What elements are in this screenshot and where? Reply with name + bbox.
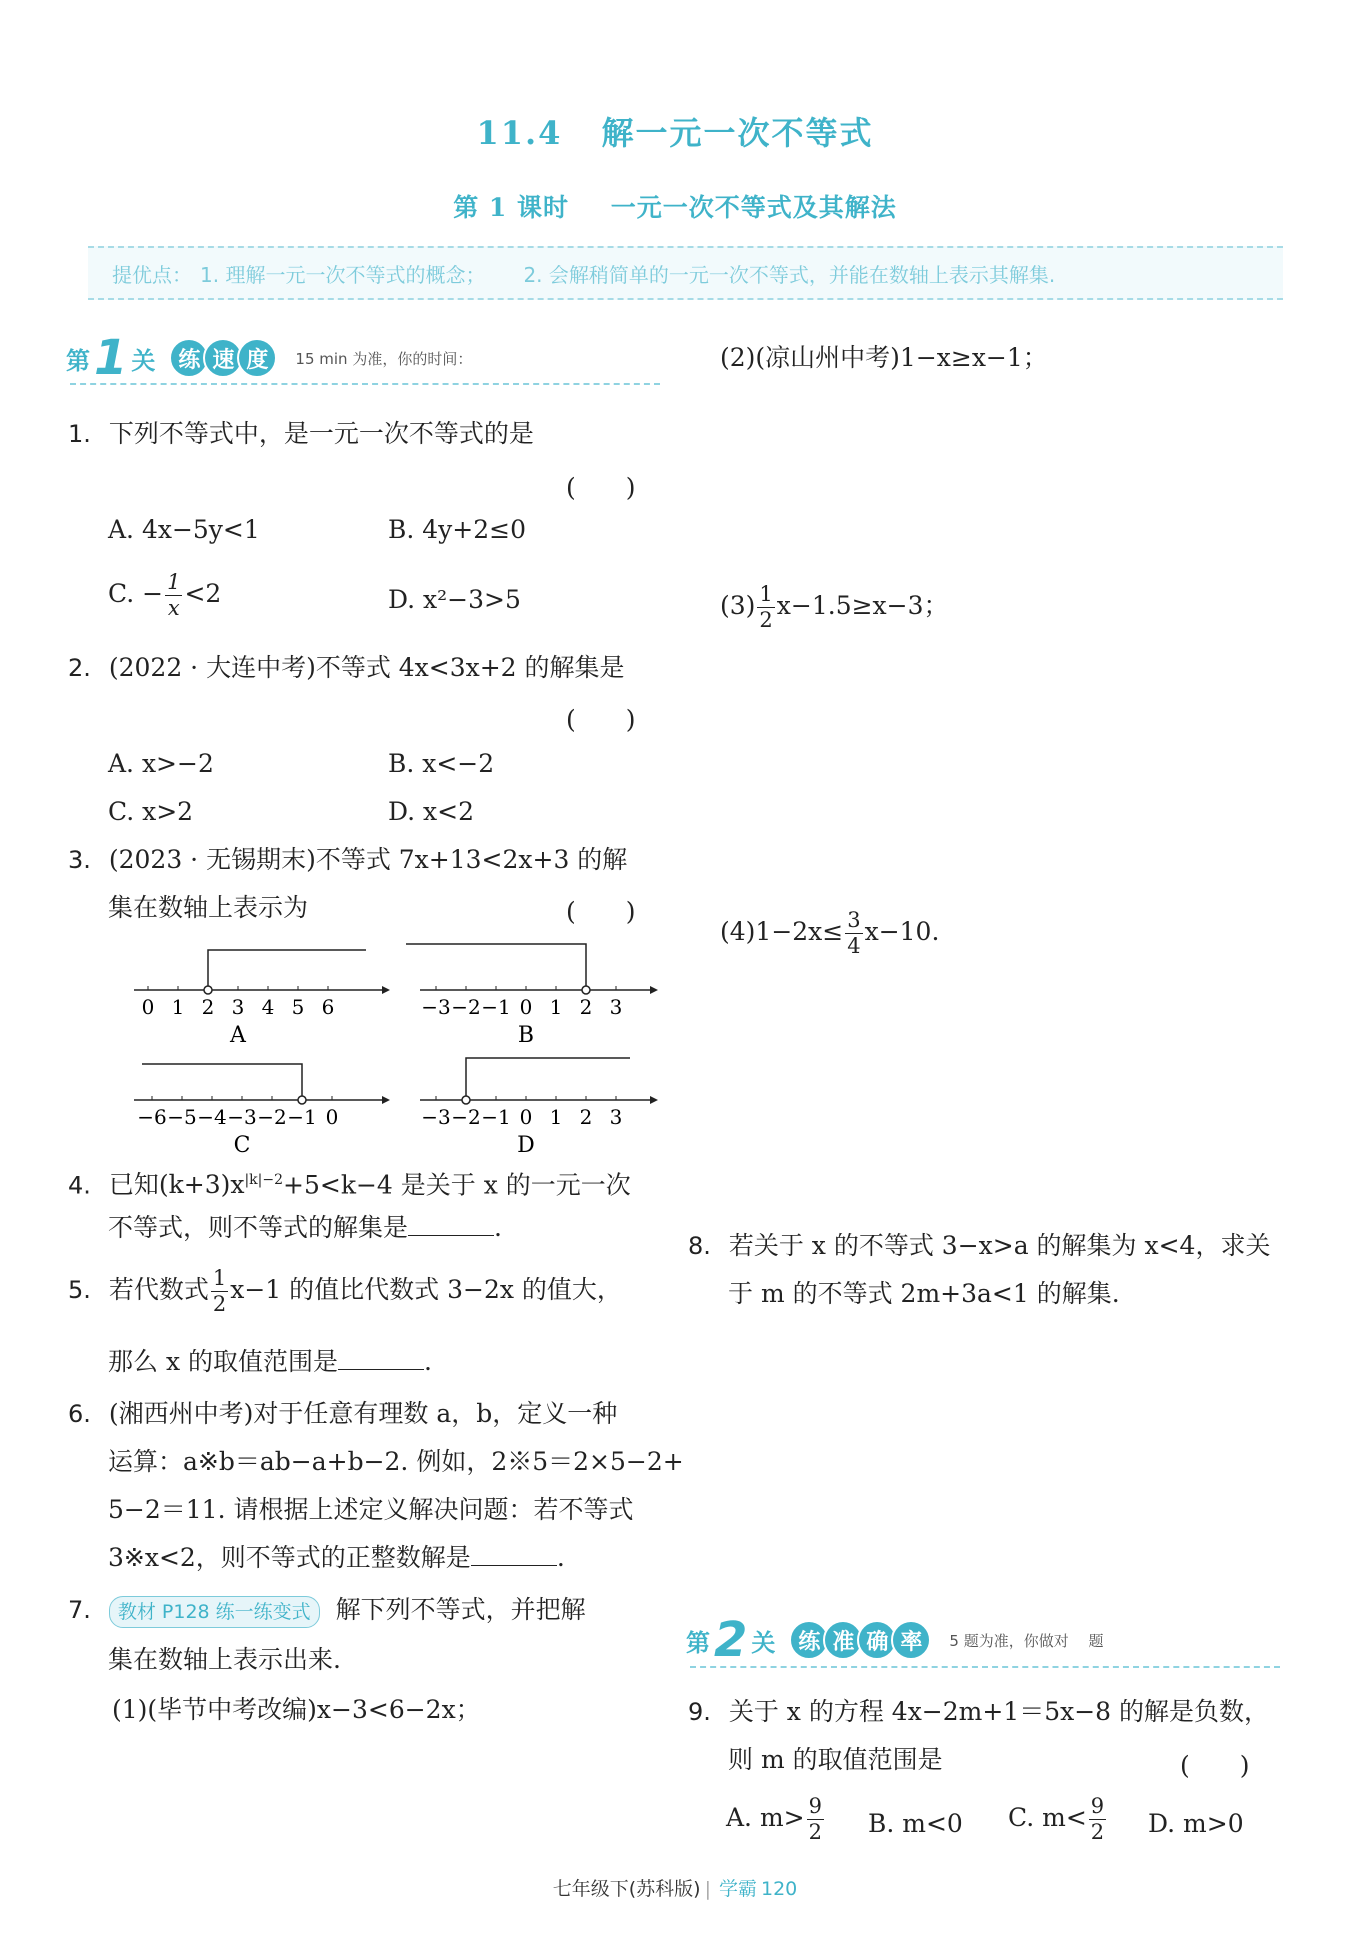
a-tick-2: 2 — [201, 995, 215, 1019]
question-6-number: 6. — [68, 1400, 91, 1428]
objective-2: 2. 会解稍简单的一元一次不等式，并能在数轴上表示其解集. — [523, 262, 1056, 287]
question-1-number: 1. — [68, 420, 91, 448]
question-4-text-1: 已知(k+3)x — [108, 1170, 245, 1200]
question-4 — [68, 1156, 631, 1209]
number-line-a-label: A — [230, 1023, 246, 1048]
q9-option-c-fraction — [1089, 1796, 1106, 1843]
question-4-end: . — [494, 1213, 502, 1242]
q9-option-c — [1008, 1794, 1108, 1843]
stage-2-header — [686, 1612, 1104, 1668]
b-tick-2: −1 — [481, 995, 511, 1019]
answer-blank-6[interactable] — [471, 1542, 557, 1566]
question-6-text-2: 运算：a※b＝ab−a+b−2. 例如，2※5＝2×5−2+ — [108, 1447, 684, 1476]
q9-a-numerator: 9 — [808, 1794, 822, 1818]
q9-option-c-prefix: C. m< — [1008, 1803, 1087, 1832]
q1-c-denominator: x — [167, 596, 180, 620]
stage-1-char-2: 速 — [203, 338, 243, 378]
question-7-number: 7. — [68, 1596, 91, 1624]
q9-option-a-prefix: A. m> — [726, 1803, 805, 1832]
stage-1-underline — [70, 383, 660, 385]
d-tick-6: 3 — [609, 1105, 623, 1129]
stage-2-char-3: 确 — [857, 1620, 897, 1660]
number-line-b — [406, 944, 658, 1048]
b-tick-0: −3 — [421, 995, 451, 1019]
q2-option-c: C. x>2 — [108, 797, 194, 826]
question-5-text-2: 那么 x 的取值范围是 — [108, 1347, 338, 1376]
d-tick-5: 2 — [579, 1105, 593, 1129]
question-7-sub-3 — [720, 582, 949, 631]
question-2 — [68, 644, 625, 692]
a-tick-0: 0 — [141, 995, 155, 1019]
section-title — [20, 108, 1330, 154]
question-4-text-2: 不等式，则不等式的解集是 — [108, 1213, 409, 1242]
stage-2-number: 2 — [714, 1612, 748, 1668]
b-tick-4: 1 — [549, 995, 563, 1019]
c-tick-2: −4 — [197, 1105, 227, 1129]
q7-sub-3-numerator: 1 — [759, 582, 773, 606]
b-tick-5: 2 — [579, 995, 593, 1019]
question-9-text-2: 则 m 的取值范围是 — [728, 1745, 943, 1774]
c-tick-0: −6 — [137, 1105, 167, 1129]
c-tick-3: −3 — [227, 1105, 257, 1129]
question-5-end: . — [424, 1347, 432, 1376]
q9-c-denominator: 2 — [1090, 1820, 1105, 1844]
stage-2-note: 5 题为准，你做对 题 — [949, 1631, 1104, 1650]
q7-sub-4-numerator: 3 — [847, 908, 861, 932]
d-tick-4: 1 — [549, 1105, 563, 1129]
question-7-sub-2: (2)(凉山州中考)1−x≥x−1； — [720, 343, 1048, 372]
question-7-sub-1: (1)(毕节中考改编)x−3<6−2x； — [112, 1695, 481, 1724]
page-number: 120 — [760, 1878, 798, 1900]
question-6 — [68, 1390, 617, 1438]
question-5-text-1b: x−1 的值比代数式 3−2x 的值大， — [230, 1275, 622, 1304]
stage-1-di: 第 — [66, 346, 90, 375]
stage-2-underline — [690, 1666, 1280, 1668]
question-9-text-1: 关于 x 的方程 4x−2m+1＝5x−8 的解是负数， — [728, 1697, 1270, 1726]
q7-sub-4-prefix: (4)1−2x≤ — [720, 917, 844, 946]
a-tick-5: 5 — [291, 995, 305, 1019]
question-5 — [68, 1266, 622, 1315]
stage-1-number: 1 — [94, 330, 128, 386]
q9-a-denominator: 2 — [808, 1820, 822, 1844]
question-7-sub-4 — [720, 908, 939, 957]
page-footer: 七年级下(苏科版) | 学霸 120 — [552, 1878, 798, 1900]
q9-c-numerator: 9 — [1090, 1794, 1105, 1818]
stage-2-guan: 关 — [751, 1628, 776, 1657]
q1-option-c — [108, 570, 221, 619]
answer-paren-1[interactable]: ( ) — [566, 473, 636, 502]
lesson-number: 第 1 课时 — [453, 193, 570, 222]
question-5-fraction — [211, 1268, 228, 1315]
number-line-d — [420, 1058, 658, 1156]
stage-1-header — [66, 330, 473, 386]
footer-grade: 七年级下(苏科版) — [552, 1878, 701, 1900]
q1-option-a: A. 4x−5y<1 — [108, 515, 260, 544]
question-3 — [68, 836, 627, 884]
question-9 — [688, 1688, 1269, 1736]
c-tick-1: −5 — [167, 1105, 197, 1129]
lesson-title-text: 一元一次不等式及其解法 — [610, 193, 897, 222]
question-1 — [68, 410, 534, 458]
answer-paren-2[interactable]: ( ) — [566, 705, 636, 734]
textbook-reference-tag: 教材 P128 练一练变式 — [109, 1596, 320, 1628]
stage-2-di: 第 — [686, 1628, 710, 1657]
question-8-text-1: 若关于 x 的不等式 3−x>a 的解集为 x<4，求关 — [728, 1231, 1271, 1260]
q1-option-c-fraction — [165, 572, 182, 619]
d-tick-1: −2 — [451, 1105, 481, 1129]
q1-option-c-prefix: C. − — [108, 579, 164, 608]
question-4-number: 4. — [68, 1171, 91, 1200]
number-line-b-label: B — [517, 1023, 535, 1048]
number-line-c-label: C — [233, 1133, 251, 1156]
a-tick-4: 4 — [261, 995, 275, 1019]
number-line-c — [134, 1064, 390, 1156]
q1-option-d: D. x²−3>5 — [388, 585, 521, 614]
stage-1-note: 15 min 为准，你的时间： — [295, 349, 473, 368]
question-1-text: 下列不等式中，是一元一次不等式的是 — [108, 419, 534, 448]
question-3-text-1: (2023 · 无锡期末)不等式 7x+13<2x+3 的解 — [108, 845, 628, 874]
question-7-text-1: 解下列不等式，并把解 — [335, 1595, 586, 1624]
question-8-number: 8. — [688, 1232, 711, 1260]
number-line-options — [130, 936, 670, 1156]
number-line-d-label: D — [517, 1133, 535, 1156]
objectives-box — [88, 246, 1283, 300]
question-7-text-2: 集在数轴上表示出来. — [108, 1645, 341, 1674]
objective-1: 1. 理解一元一次不等式的概念； — [200, 262, 486, 287]
d-tick-0: −3 — [421, 1105, 451, 1129]
q9-option-a-fraction — [807, 1796, 824, 1843]
question-6-text-4: 3※x<2，则不等式的正整数解是 — [108, 1543, 471, 1572]
question-5-text-1a: 若代数式 — [108, 1275, 209, 1304]
question-6-text-3: 5−2＝11. 请根据上述定义解决问题：若不等式 — [108, 1495, 634, 1524]
q5-denominator: 2 — [212, 1292, 227, 1316]
q1-option-b: B. 4y+2≤0 — [388, 515, 527, 544]
number-line-a — [134, 950, 390, 1048]
question-7 — [68, 1586, 586, 1634]
objectives-label: 提优点： — [112, 262, 192, 287]
section-title-text: 解一元一次不等式 — [601, 114, 874, 152]
d-tick-3: 0 — [519, 1105, 533, 1129]
question-2-number: 2. — [68, 654, 91, 682]
footer-brand: 学霸 — [718, 1878, 757, 1900]
question-8-text-2: 于 m 的不等式 2m+3a<1 的解集. — [728, 1279, 1120, 1308]
stage-2-char-1: 练 — [789, 1620, 829, 1660]
stage-1-char-1: 练 — [169, 338, 209, 378]
q1-option-c-suffix: <2 — [184, 579, 222, 608]
question-4-text-1b: +5<k−4 是关于 x 的一元一次 — [283, 1170, 631, 1200]
q9-option-a — [726, 1794, 826, 1843]
c-tick-6: 0 — [325, 1105, 339, 1129]
a-tick-1: 1 — [171, 995, 185, 1019]
q5-numerator: 1 — [212, 1266, 227, 1290]
question-3-text-2: 集在数轴上表示为 — [108, 893, 309, 922]
question-4-line-2 — [108, 1204, 502, 1252]
q7-sub-4-fraction — [845, 910, 862, 957]
stage-1-char-3: 度 — [237, 338, 277, 378]
q2-option-d: D. x<2 — [388, 797, 474, 826]
stage-2-char-4: 率 — [891, 1620, 931, 1660]
question-6-line-4 — [108, 1534, 565, 1582]
q7-sub-3-denominator: 2 — [759, 608, 773, 632]
q7-sub-4-denominator: 4 — [847, 934, 861, 958]
q2-option-a: A. x>−2 — [108, 749, 214, 778]
question-5-number: 5. — [68, 1276, 91, 1304]
question-6-text-1: (湘西州中考)对于任意有理数 a，b，定义一种 — [108, 1399, 618, 1428]
lesson-title — [20, 188, 1330, 224]
question-2-text: (2022 · 大连中考)不等式 4x<3x+2 的解集是 — [108, 653, 625, 682]
stage-1-guan: 关 — [131, 346, 156, 375]
d-tick-2: −1 — [481, 1105, 511, 1129]
b-tick-3: 0 — [519, 995, 533, 1019]
c-tick-5: −1 — [287, 1105, 317, 1129]
q7-sub-3-prefix: (3) — [720, 591, 756, 620]
question-9-number: 9. — [688, 1698, 711, 1726]
b-tick-6: 3 — [609, 995, 623, 1019]
q7-sub-4-suffix: x−10. — [864, 917, 940, 946]
answer-blank-5[interactable] — [338, 1346, 424, 1370]
b-tick-1: −2 — [451, 995, 481, 1019]
q7-sub-3-suffix: x−1.5≥x−3； — [776, 591, 949, 620]
q9-option-d: D. m>0 — [1148, 1809, 1244, 1838]
c-tick-4: −2 — [257, 1105, 287, 1129]
page — [20, 16, 1330, 1941]
answer-paren-9[interactable]: ( ) — [1180, 1751, 1250, 1780]
question-5-line-2 — [108, 1338, 432, 1386]
stage-2-char-2: 准 — [823, 1620, 863, 1660]
question-8 — [688, 1222, 1270, 1270]
section-number: 11.4 — [476, 114, 563, 152]
a-tick-6: 6 — [321, 995, 335, 1019]
q2-option-b: B. x<−2 — [388, 749, 495, 778]
question-3-number: 3. — [68, 846, 91, 874]
q9-option-b: B. m<0 — [868, 1809, 963, 1838]
answer-blank-4[interactable] — [408, 1212, 494, 1236]
answer-paren-3[interactable]: ( ) — [566, 897, 636, 926]
question-6-end: . — [556, 1543, 565, 1572]
a-tick-3: 3 — [231, 995, 245, 1019]
q7-sub-3-fraction — [757, 584, 774, 631]
q1-c-numerator: 1 — [167, 570, 181, 594]
question-4-exponent: |k|−2 — [244, 1172, 284, 1188]
